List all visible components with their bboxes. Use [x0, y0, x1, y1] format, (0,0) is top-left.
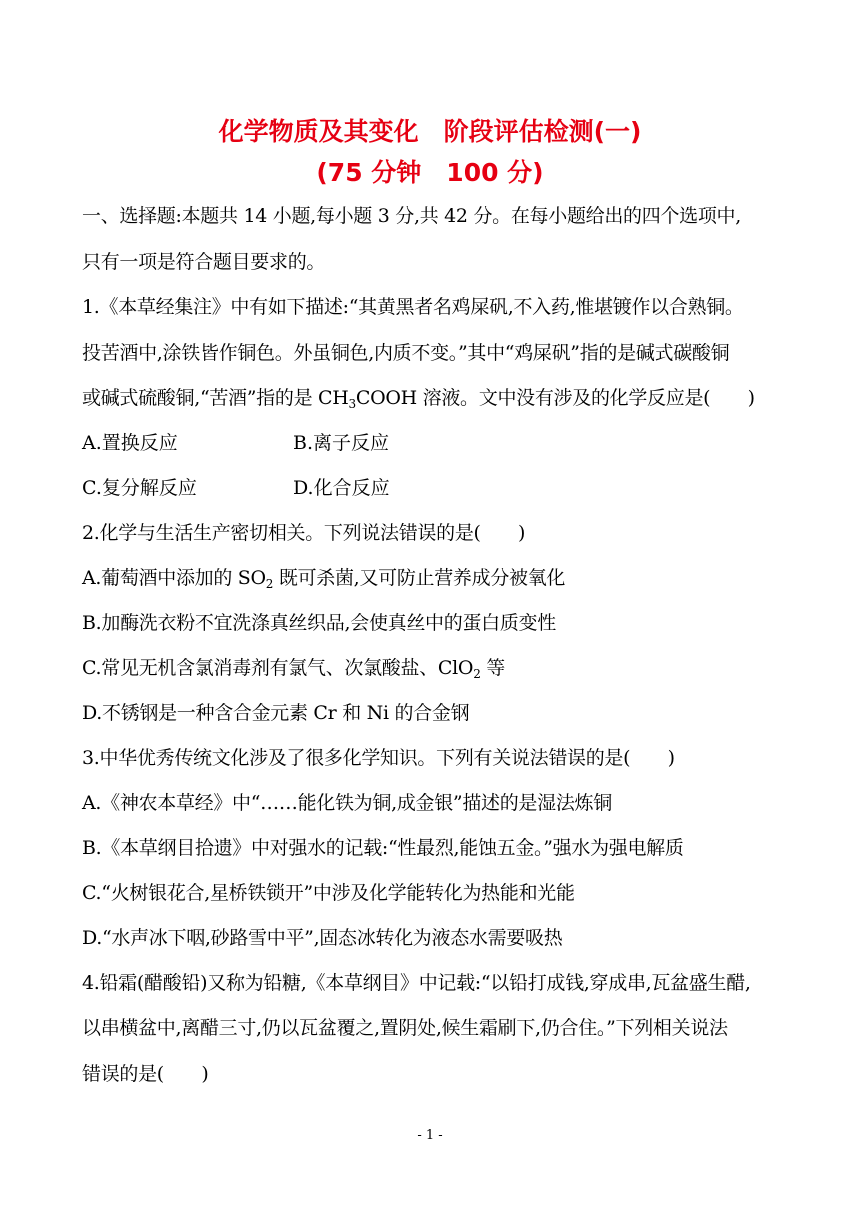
- question-2-option-a-part-b: 既可杀菌,又可防止营养成分被氧化: [273, 567, 566, 589]
- question-3-option-a: A.《神农本草经》中“……能化铁为铜,成金银”描述的是湿法炼铜: [82, 792, 612, 814]
- question-1-line-1: 1.《本草经集注》中有如下描述:“其黄黑者名鸡屎矾,不入药,惟堪镀作以合熟铜。: [82, 296, 744, 318]
- question-1-line-3-part-a: 或碱式硫酸铜,“苦酒”指的是 CH: [82, 387, 349, 409]
- question-1-option-a: A.置换反应: [82, 432, 178, 454]
- document-title: 化学物质及其变化 阶段评估检测(一): [218, 117, 642, 146]
- question-4-line-3: 错误的是( ): [82, 1063, 209, 1085]
- page-number: - 1 -: [417, 1128, 443, 1143]
- question-2-option-c: [82, 654, 782, 688]
- question-2-option-a-subscript: 2: [265, 577, 274, 591]
- question-3-option-c: C.“火树银花合,星桥铁锁开”中涉及化学能转化为热能和光能: [82, 882, 575, 904]
- section-instruction-line-2: 只有一项是符合题目要求的。: [82, 251, 326, 273]
- question-1-line-3: [82, 384, 782, 418]
- question-1-line-2: 投苦酒中,涂铁皆作铜色。外虽铜色,内质不变。”其中“鸡屎矾”指的是碱式碳酸铜: [82, 342, 730, 364]
- question-1-option-c: C.复分解反应: [82, 477, 197, 499]
- document-subtitle: (75 分钟 100 分): [316, 158, 544, 187]
- question-3-option-d: D.“水声冰下咽,砂路雪中平”,固态冰转化为液态水需要吸热: [82, 927, 563, 949]
- question-3-stem: 3.中华优秀传统文化涉及了很多化学知识。下列有关说法错误的是( ): [82, 747, 675, 769]
- section-instruction-line-1: 一、选择题:本题共 14 小题,每小题 3 分,共 42 分。在每小题给出的四个选项中,: [82, 205, 742, 227]
- question-3-option-b: B.《本草纲目拾遗》中对强水的记载:“性最烈,能蚀五金。”强水为强电解质: [82, 837, 684, 859]
- question-2-option-c-part-a: C.常见无机含氯消毒剂有氯气、次氯酸盐、ClO: [82, 657, 474, 679]
- question-2-option-a: [82, 564, 782, 598]
- question-2-option-d: D.不锈钢是一种含合金元素 Cr 和 Ni 的合金钢: [82, 702, 470, 724]
- question-2-option-c-part-b: 等: [480, 657, 505, 679]
- question-2-option-b: B.加酶洗衣粉不宜洗涤真丝织品,会使真丝中的蛋白质变性: [82, 612, 556, 634]
- question-4-line-1: 4.铅霜(醋酸铅)又称为铅糖,《本草纲目》中记载:“以铅打成钱,穿成串,瓦盆盛生醋,: [82, 972, 751, 994]
- question-1-option-d: D.化合反应: [293, 477, 390, 499]
- question-1-subscript: 3: [348, 397, 356, 411]
- question-1-option-b: B.离子反应: [293, 432, 390, 454]
- question-2-stem: 2.化学与生活生产密切相关。下列说法错误的是( ): [82, 522, 526, 544]
- question-2-option-a-part-a: A.葡萄酒中添加的 SO: [82, 567, 266, 589]
- question-4-line-2: 以串横盆中,离醋三寸,仍以瓦盆覆之,置阴处,候生霜刷下,仍合住。”下列相关说法: [82, 1017, 728, 1039]
- question-1-line-3-part-b: COOH 溶液。文中没有涉及的化学反应是( ): [355, 387, 755, 409]
- question-2-option-c-subscript: 2: [473, 667, 481, 681]
